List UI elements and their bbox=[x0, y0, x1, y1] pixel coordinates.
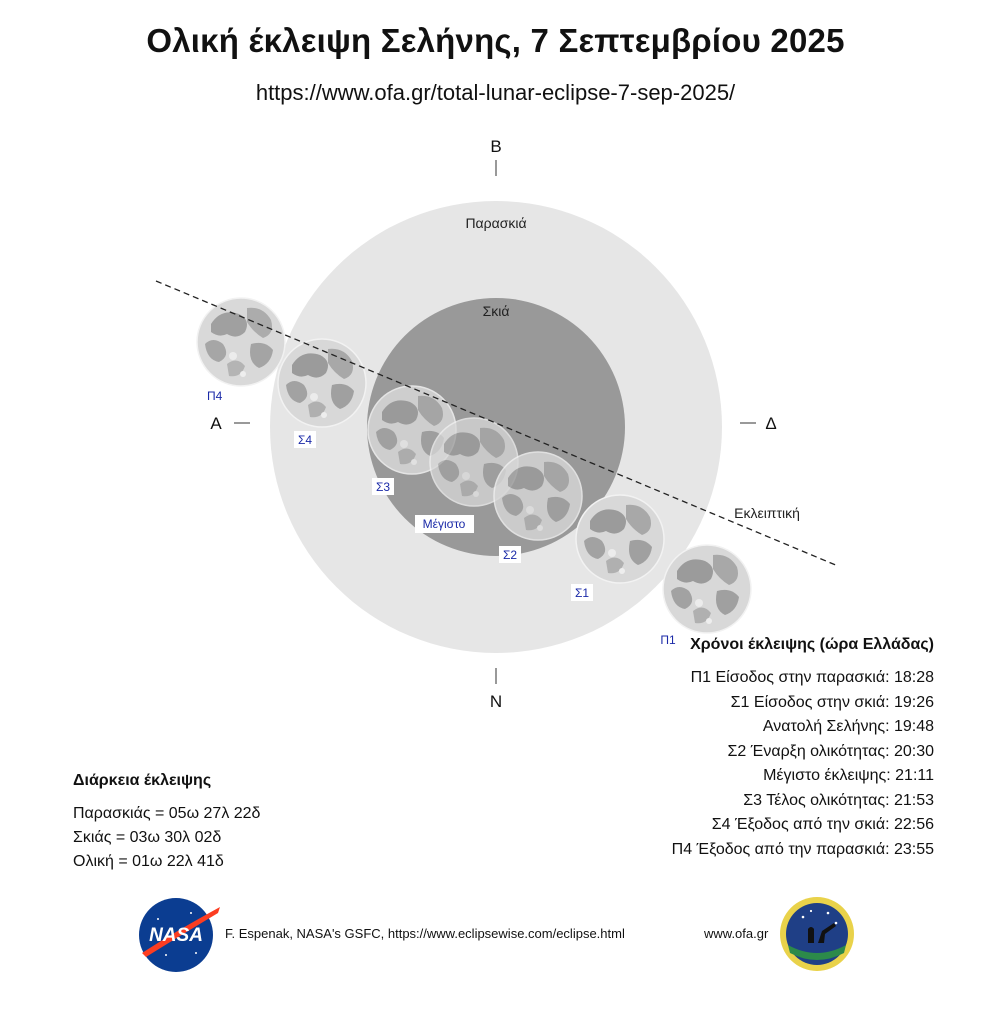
compass-east: Α bbox=[210, 414, 222, 433]
svg-text:Σ2: Σ2 bbox=[502, 548, 518, 562]
duration-title: Διάρκεια έκλειψης bbox=[73, 772, 212, 789]
compass-north: Β bbox=[490, 137, 502, 156]
moon-u1 bbox=[576, 495, 664, 583]
svg-text:Σ1: Σ1 bbox=[574, 586, 590, 600]
compass-south: Ν bbox=[489, 692, 503, 711]
site-link[interactable]: www.ofa.gr bbox=[704, 926, 769, 941]
ecliptic-label: Εκλειπτική bbox=[734, 505, 800, 521]
moon-u2 bbox=[494, 452, 582, 540]
times-title: Χρόνοι έκλειψης (ώρα Ελλάδας) bbox=[690, 636, 934, 653]
time-row: Σ4 Έξοδος από την σκιά: 22:56 bbox=[711, 816, 934, 833]
duration-row: Παρασκιάς = 05ω 27λ 22δ bbox=[73, 805, 261, 822]
svg-text:Μέγιστο: Μέγιστο bbox=[422, 517, 466, 531]
time-row: Σ1 Είσοδος στην σκιά: 19:26 bbox=[730, 693, 934, 711]
svg-text:Π4: Π4 bbox=[207, 389, 223, 403]
nasa-logo-text: NASA bbox=[149, 925, 203, 946]
label-p4 bbox=[207, 389, 223, 403]
moon-p1 bbox=[663, 545, 751, 633]
duration-list bbox=[73, 802, 260, 874]
duration-row: Σκιάς = 03ω 30λ 02δ bbox=[73, 829, 222, 846]
credit-text[interactable]: F. Espenak, NASA's GSFC, https://www.eclipsewise.com/eclipse.html bbox=[225, 926, 625, 941]
time-row: Σ2 Έναρξη ολικότητας: 20:30 bbox=[727, 742, 934, 760]
moon-u4 bbox=[278, 339, 366, 427]
time-row: Μέγιστο έκλειψης: 21:11 bbox=[763, 767, 934, 784]
times-list bbox=[672, 666, 934, 862]
time-row: Ανατολή Σελήνης: 19:48 bbox=[762, 718, 934, 735]
compass-west: Δ bbox=[765, 414, 777, 433]
penumbra-label: Παρασκιά bbox=[465, 215, 527, 231]
page-url[interactable]: https://www.ofa.gr/total-lunar-eclipse-7-sep-2025/ bbox=[255, 80, 736, 105]
label-u1 bbox=[571, 584, 593, 601]
time-row: Π1 Είσοδος στην παρασκιά: 18:28 bbox=[690, 669, 934, 686]
label-u2 bbox=[499, 546, 521, 563]
time-row: Σ3 Τέλος ολικότητας: 21:53 bbox=[743, 791, 934, 809]
label-u3 bbox=[372, 478, 394, 495]
label-max bbox=[415, 515, 474, 533]
page-title: Ολική έκλειψη Σελήνης, 7 Σεπτεμβρίου 2025 bbox=[146, 22, 845, 59]
time-row: Π4 Έξοδος από την παρασκιά: 23:55 bbox=[671, 840, 934, 858]
svg-text:Σ4: Σ4 bbox=[297, 433, 313, 447]
umbra-label: Σκιά bbox=[482, 303, 510, 319]
moon-p4 bbox=[197, 298, 285, 386]
label-u4 bbox=[294, 431, 316, 448]
nasa-logo bbox=[136, 895, 222, 975]
svg-text:Σ3: Σ3 bbox=[375, 480, 391, 494]
label-p1 bbox=[660, 633, 676, 647]
svg-text:Π1: Π1 bbox=[660, 633, 676, 647]
ofa-logo bbox=[778, 895, 856, 973]
duration-row: Ολική = 01ω 22λ 41δ bbox=[73, 853, 224, 870]
